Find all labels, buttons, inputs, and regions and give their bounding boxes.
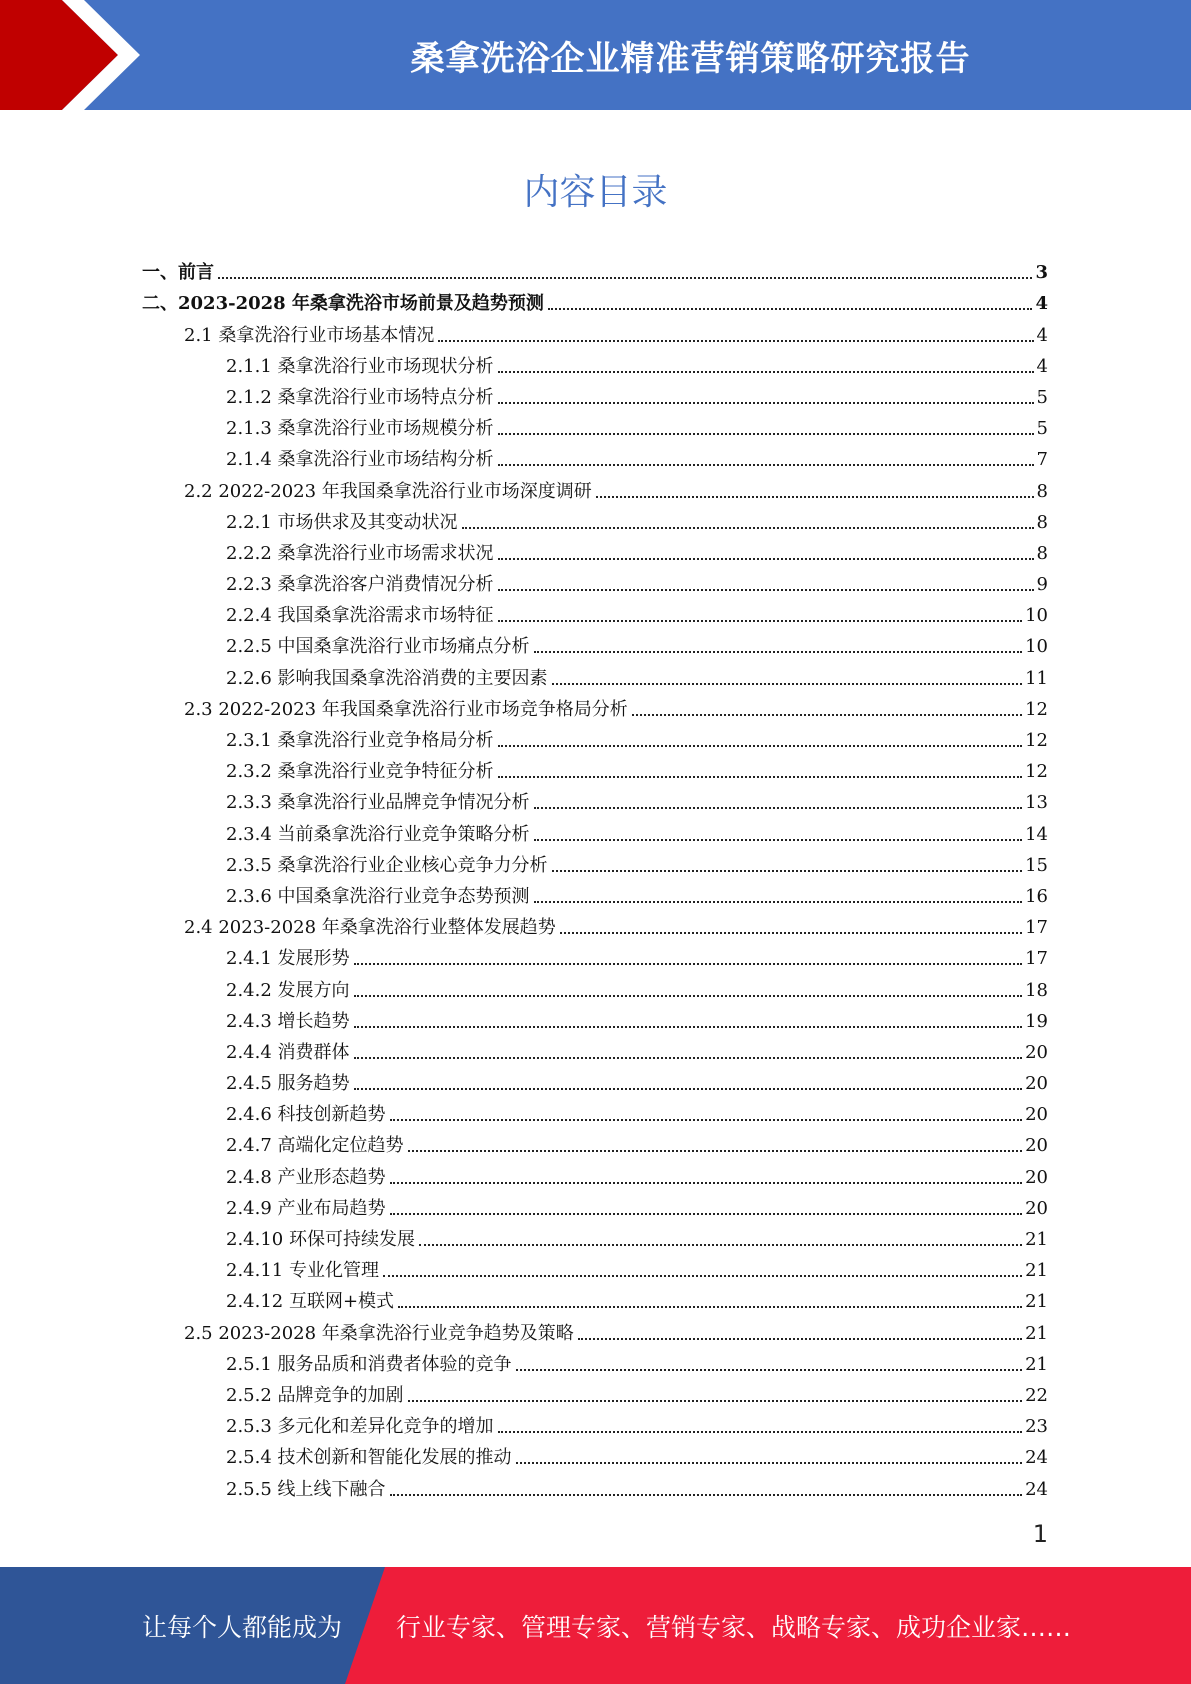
toc-entry-label: 2.5.1 服务品质和消费者体验的竞争 [226, 1353, 512, 1375]
toc-entry-page: 4 [1036, 324, 1048, 346]
toc-dot-leader [390, 1493, 1023, 1496]
toc-dot-leader [534, 838, 1023, 841]
toc-entry[interactable] [142, 1252, 1048, 1283]
toc-entry-label: 2.4.6 科技创新趋势 [226, 1104, 386, 1126]
toc-entry-page: 24 [1025, 1478, 1048, 1500]
toc-entry[interactable] [142, 1034, 1048, 1065]
toc-entry-label: 2.5.3 多元化和差异化竞争的增加 [226, 1416, 494, 1438]
toc-entry-label: 二、2023-2028 年桑拿洗浴市场前景及趋势预测 [142, 293, 544, 315]
toc-dot-leader [498, 1430, 1023, 1433]
toc-dot-leader [596, 495, 1034, 498]
toc-dot-leader [390, 1212, 1023, 1215]
toc-entry-page: 8 [1036, 480, 1048, 502]
toc-dot-leader [498, 775, 1023, 778]
toc-entry-page: 23 [1025, 1416, 1048, 1438]
toc-entry-label: 2.2.2 桑拿洗浴行业市场需求状况 [226, 542, 494, 564]
toc-entry-page: 13 [1025, 792, 1048, 814]
toc-entry-page: 3 [1035, 262, 1048, 284]
toc-entry-label: 2.3.3 桑拿洗浴行业品牌竞争情况分析 [226, 792, 530, 814]
toc-entry-label: 2.1.2 桑拿洗浴行业市场特点分析 [226, 386, 494, 408]
toc-entry-label: 2.2.1 市场供求及其变动状况 [226, 511, 458, 533]
toc-entry-label: 2.4.10 环保可持续发展 [226, 1229, 415, 1250]
toc-entry[interactable] [142, 1190, 1048, 1221]
toc-entry[interactable] [142, 1439, 1048, 1470]
toc-entry-page: 20 [1025, 1135, 1048, 1157]
toc-entry-label: 2.4.2 发展方向 [226, 979, 350, 1001]
toc-dot-leader [516, 1368, 1023, 1371]
toc-entry[interactable] [142, 847, 1048, 878]
toc-entry[interactable] [142, 691, 1048, 722]
toc-entry-page: 20 [1025, 1166, 1048, 1188]
toc-entry[interactable] [142, 1158, 1048, 1189]
toc-entry[interactable] [142, 1127, 1048, 1158]
toc-entry-label: 2.4.1 发展形势 [226, 948, 350, 970]
toc-entry-label: 2.1.4 桑拿洗浴行业市场结构分析 [226, 449, 494, 471]
toc-entry-page: 8 [1036, 542, 1048, 564]
toc-entry-label: 2.5.2 品牌竞争的加剧 [226, 1384, 404, 1406]
toc-entry-label: 2.4.4 消费群体 [226, 1041, 350, 1063]
toc-entry-page: 8 [1036, 511, 1048, 533]
toc-entry-page: 15 [1025, 854, 1048, 876]
toc-entry[interactable] [142, 1408, 1048, 1439]
toc-entry-page: 17 [1025, 917, 1048, 939]
toc-entry-label: 2.5.5 线上线下融合 [226, 1478, 386, 1500]
toc-entry[interactable] [142, 1346, 1048, 1377]
toc-entry[interactable] [142, 410, 1048, 441]
toc-dot-leader [498, 557, 1034, 560]
toc-entry[interactable] [142, 722, 1048, 753]
footer-band [0, 1567, 1191, 1684]
toc-entry-label: 2.1.1 桑拿洗浴行业市场现状分析 [226, 355, 494, 377]
toc-dot-leader [383, 1274, 1022, 1277]
table-of-contents [142, 254, 1048, 1502]
toc-entry-page: 11 [1025, 667, 1048, 689]
toc-dot-leader [354, 1056, 1023, 1059]
toc-entry-page: 20 [1025, 1104, 1048, 1126]
toc-entry-page: 4 [1036, 355, 1048, 377]
toc-dot-leader [578, 1337, 1022, 1340]
toc-dot-leader [552, 682, 1023, 685]
toc-dot-leader [354, 1087, 1023, 1090]
toc-entry-label: 2.3.1 桑拿洗浴行业竞争格局分析 [226, 730, 494, 751]
toc-dot-leader [632, 713, 1022, 716]
toc-entry-label: 2.1 桑拿洗浴行业市场基本情况 [184, 324, 435, 346]
toc-entry-page: 20 [1025, 1073, 1048, 1095]
toc-entry-page: 9 [1036, 574, 1048, 596]
toc-entry[interactable] [142, 784, 1048, 815]
toc-dot-leader [498, 744, 1023, 747]
toc-entry-page: 5 [1036, 418, 1048, 440]
toc-dot-leader [534, 650, 1023, 653]
toc-entry-page: 12 [1025, 730, 1048, 751]
toc-dot-leader [408, 1399, 1023, 1402]
toc-entry-page: 20 [1025, 1041, 1048, 1063]
toc-entry[interactable] [142, 316, 1048, 347]
toc-dot-leader [390, 1118, 1023, 1121]
toc-entry-page: 19 [1025, 1010, 1048, 1032]
toc-dot-leader [419, 1243, 1022, 1246]
toc-entry[interactable] [142, 441, 1048, 472]
toc-dot-leader [462, 526, 1034, 529]
toc-entry-label: 2.5 2023-2028 年桑拿洗浴行业竞争趋势及策略 [184, 1322, 574, 1344]
toc-entry[interactable] [142, 535, 1048, 566]
toc-entry-page: 12 [1025, 761, 1048, 783]
toc-dot-leader [408, 1149, 1023, 1152]
toc-entry-label: 2.2.5 中国桑拿洗浴行业市场痛点分析 [226, 636, 530, 658]
toc-entry-label: 2.5.4 技术创新和智能化发展的推动 [226, 1447, 512, 1469]
toc-entry-label: 2.1.3 桑拿洗浴行业市场规模分析 [226, 418, 494, 440]
toc-dot-leader [498, 370, 1034, 373]
toc-entry-page: 10 [1025, 605, 1048, 627]
toc-entry-label: 2.3.4 当前桑拿洗浴行业竞争策略分析 [226, 823, 530, 845]
toc-entry-label: 2.4.12 互联网+模式 [226, 1291, 395, 1313]
toc-entry[interactable] [142, 815, 1048, 846]
page-number: 1 [1032, 1520, 1048, 1548]
toc-entry-label: 2.2.4 我国桑拿洗浴需求市场特征 [226, 605, 494, 627]
toc-entry[interactable] [142, 597, 1048, 628]
footer-slogan-left: 让每个人都能成为 [142, 1612, 343, 1642]
toc-dot-leader [498, 463, 1034, 466]
toc-entry[interactable] [142, 1065, 1048, 1096]
toc-entry-page: 21 [1025, 1291, 1048, 1313]
toc-entry-page: 18 [1025, 979, 1048, 1001]
toc-entry-label: 2.4 2023-2028 年桑拿洗浴行业整体发展趋势 [184, 917, 556, 939]
toc-entry-page: 21 [1025, 1322, 1048, 1344]
toc-entry-label: 2.4.5 服务趋势 [226, 1073, 350, 1095]
toc-dot-leader [534, 806, 1023, 809]
toc-entry[interactable] [142, 1377, 1048, 1408]
toc-entry-page: 21 [1025, 1229, 1048, 1250]
toc-entry[interactable] [142, 348, 1048, 379]
toc-entry-label: 2.2.6 影响我国桑拿洗浴消费的主要因素 [226, 667, 548, 689]
toc-entry-page: 7 [1036, 449, 1048, 471]
toc-entry-page: 10 [1025, 636, 1048, 658]
toc-entry-page: 16 [1025, 885, 1048, 907]
toc-dot-leader [390, 1181, 1023, 1184]
toc-dot-leader [438, 339, 1033, 342]
toc-entry[interactable] [142, 1283, 1048, 1314]
chevron-arrow-icon [0, 0, 200, 110]
toc-entry-page: 21 [1025, 1260, 1048, 1282]
toc-dot-leader [498, 619, 1023, 622]
toc-entry[interactable] [142, 878, 1048, 909]
toc-entry-label: 2.4.11 专业化管理 [226, 1260, 379, 1282]
toc-dot-leader [398, 1305, 1022, 1308]
toc-entry[interactable] [142, 1221, 1048, 1252]
toc-entry[interactable] [142, 379, 1048, 410]
toc-entry-label: 2.3.6 中国桑拿洗浴行业竞争态势预测 [226, 885, 530, 907]
toc-entry[interactable] [142, 753, 1048, 784]
toc-entry-label: 2.4.8 产业形态趋势 [226, 1166, 386, 1188]
toc-dot-leader [534, 900, 1023, 903]
toc-entry[interactable] [142, 1096, 1048, 1127]
toc-dot-leader [498, 401, 1034, 404]
toc-entry[interactable] [142, 1314, 1048, 1345]
toc-dot-leader [218, 276, 1032, 279]
toc-entry[interactable] [142, 254, 1048, 285]
toc-entry-label: 2.4.9 产业布局趋势 [226, 1197, 386, 1219]
toc-entry[interactable] [142, 285, 1048, 316]
toc-entry[interactable] [142, 566, 1048, 597]
report-title: 桑拿洗浴企业精准营销策略研究报告 [410, 38, 971, 79]
toc-dot-leader [560, 931, 1022, 934]
toc-dot-leader [498, 588, 1034, 591]
toc-entry-label: 一、前言 [142, 262, 214, 284]
toc-entry-label: 2.3.2 桑拿洗浴行业竞争特征分析 [226, 761, 494, 783]
toc-entry-page: 14 [1025, 823, 1048, 845]
toc-dot-leader [516, 1461, 1023, 1464]
toc-entry-label: 2.4.7 高端化定位趋势 [226, 1135, 404, 1157]
toc-dot-leader [498, 432, 1034, 435]
toc-entry-page: 17 [1025, 948, 1048, 970]
toc-entry-label: 2.3 2022-2023 年我国桑拿洗浴行业市场竞争格局分析 [184, 698, 628, 720]
toc-entry-label: 2.2.3 桑拿洗浴客户消费情况分析 [226, 574, 494, 596]
toc-entry-label: 2.4.3 增长趋势 [226, 1010, 350, 1032]
toc-entry-page: 21 [1025, 1353, 1048, 1375]
toc-dot-leader [548, 307, 1033, 310]
toc-entry-page: 12 [1025, 698, 1048, 720]
header-band [0, 0, 1191, 110]
toc-entry-label: 2.3.5 桑拿洗浴行业企业核心竞争力分析 [226, 854, 548, 876]
toc-entry[interactable] [142, 940, 1048, 971]
toc-entry[interactable] [142, 1003, 1048, 1034]
footer-slogan-right: 行业专家、管理专家、营销专家、战略专家、成功企业家…… [396, 1612, 1072, 1642]
toc-entry-page: 5 [1036, 386, 1048, 408]
toc-entry[interactable] [142, 504, 1048, 535]
toc-entry-page: 24 [1025, 1447, 1048, 1469]
toc-dot-leader [354, 962, 1023, 965]
toc-entry[interactable] [142, 472, 1048, 503]
toc-entry[interactable] [142, 659, 1048, 690]
toc-entry-page: 22 [1025, 1384, 1048, 1406]
toc-entry[interactable] [142, 909, 1048, 940]
toc-dot-leader [552, 869, 1023, 872]
toc-entry[interactable] [142, 971, 1048, 1002]
toc-entry-page: 20 [1025, 1197, 1048, 1219]
toc-entry[interactable] [142, 628, 1048, 659]
toc-dot-leader [354, 1025, 1023, 1028]
toc-heading: 内容目录 [523, 172, 668, 213]
toc-entry[interactable] [142, 1470, 1048, 1501]
toc-entry-page: 4 [1035, 293, 1048, 315]
toc-dot-leader [354, 994, 1023, 997]
toc-entry-label: 2.2 2022-2023 年我国桑拿洗浴行业市场深度调研 [184, 480, 592, 502]
